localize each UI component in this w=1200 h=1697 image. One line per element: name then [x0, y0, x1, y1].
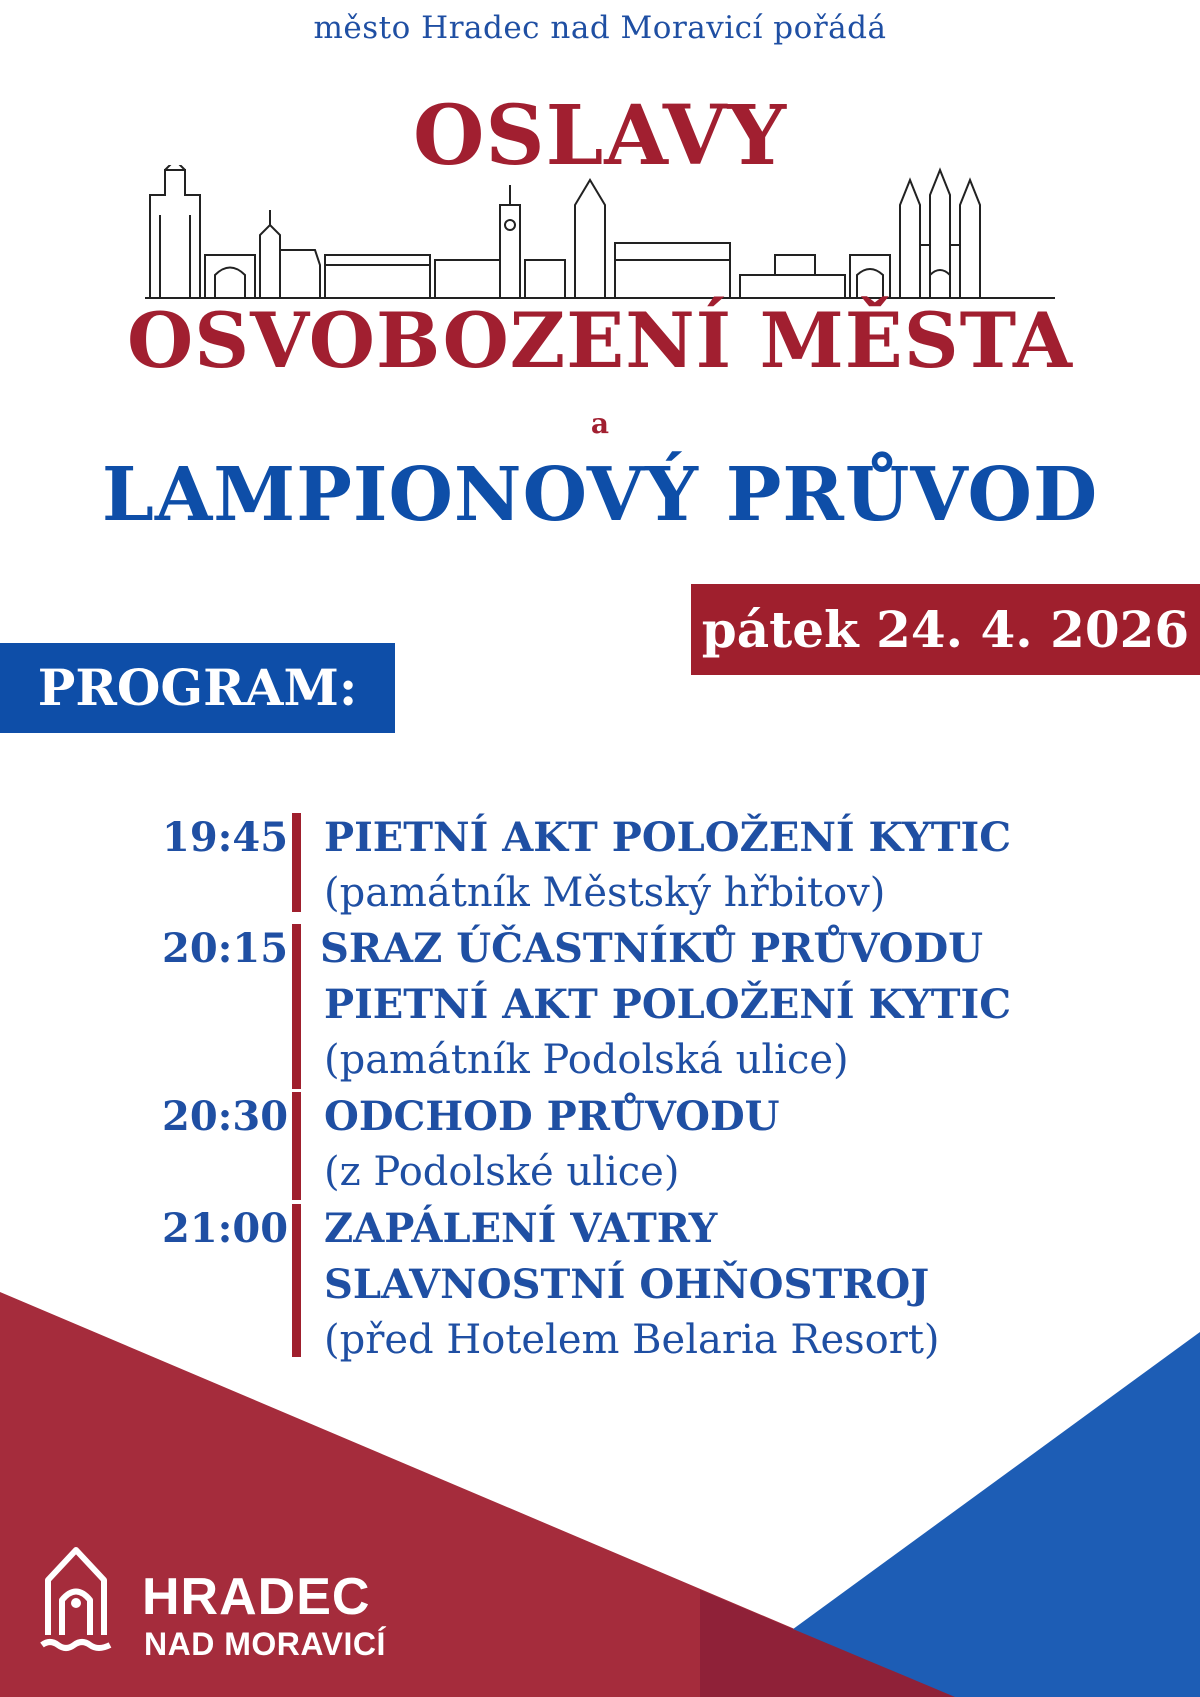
program-divider	[292, 924, 301, 1089]
date-banner: pátek 24. 4. 2026	[691, 584, 1200, 675]
program-line: PIETNÍ AKT POLOŽENÍ KYTIC	[324, 814, 1012, 861]
program-time: 20:15	[162, 925, 289, 972]
title-osvobozeni: OSVOBOZENÍ MĚSTA	[127, 296, 1073, 385]
logo-text-hradec: HRADEC	[142, 1568, 371, 1626]
program-divider	[292, 1092, 301, 1200]
title-connector: a	[590, 407, 610, 440]
program-line: SLAVNOSTNÍ OHŇOSTROJ	[324, 1261, 930, 1308]
program-time: 20:30	[162, 1093, 289, 1140]
program-line: (památník Městský hřbitov)	[324, 870, 886, 916]
program-line: (z Podolské ulice)	[324, 1149, 680, 1195]
program-heading: PROGRAM:	[0, 643, 395, 733]
logo-text-nad-moravici: NAD MORAVICÍ	[144, 1626, 386, 1662]
program-line: PIETNÍ AKT POLOŽENÍ KYTIC	[324, 981, 1012, 1028]
program-line: ODCHOD PRŮVODU	[324, 1093, 780, 1140]
program-divider	[292, 813, 301, 912]
program-time: 19:45	[162, 814, 289, 861]
town-logo-icon	[40, 1545, 112, 1655]
program-line: ZAPÁLENÍ VATRY	[324, 1205, 718, 1252]
organizer-text: město Hradec nad Moravicí pořádá	[313, 10, 887, 46]
program-line: SRAZ ÚČASTNÍKŮ PRŮVODU	[320, 925, 984, 972]
title-oslavy: OSLAVY	[412, 88, 788, 184]
program-time: 21:00	[162, 1205, 289, 1252]
program-line: (před Hotelem Belaria Resort)	[324, 1317, 940, 1363]
program-divider	[292, 1204, 301, 1357]
town-skyline-illustration	[145, 165, 1055, 300]
title-lampionovy: LAMPIONOVÝ PRŮVOD	[101, 452, 1099, 538]
program-line: (památník Podolská ulice)	[324, 1037, 849, 1083]
